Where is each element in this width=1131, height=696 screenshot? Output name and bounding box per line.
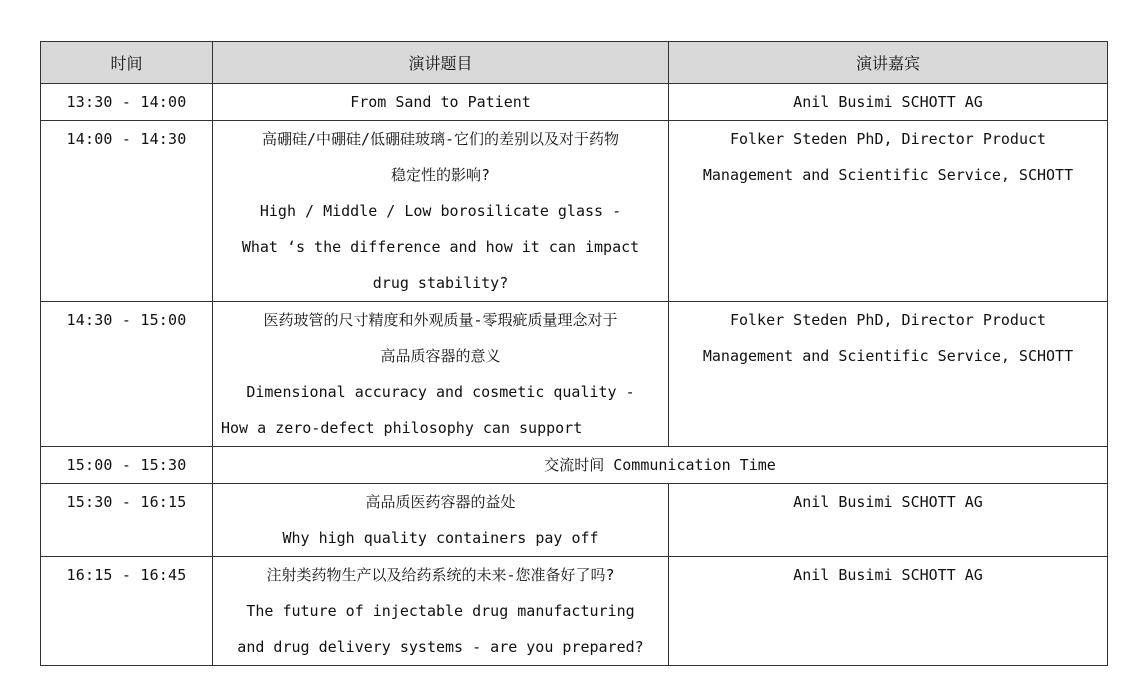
topic-cell xyxy=(213,84,669,121)
break-cell xyxy=(213,447,1108,484)
speaker-cell xyxy=(669,557,1108,666)
header-speaker: 演讲嘉宾 xyxy=(669,42,1108,84)
speaker-cell xyxy=(669,484,1108,557)
time-cell xyxy=(41,557,213,666)
speaker-line: Folker Steden PhD, Director Product xyxy=(729,130,1047,148)
topic-cell xyxy=(213,557,669,666)
table-row xyxy=(41,557,1108,666)
topic-line: 高品质容器的意义 xyxy=(380,347,501,365)
time-cell xyxy=(41,447,213,484)
topic-line: What ‘s the difference and how it can impact xyxy=(241,238,640,256)
topic-line: 医药玻管的尺寸精度和外观质量-零瑕疵质量理念对于 xyxy=(263,311,618,329)
topic-line: Dimensional accuracy and cosmetic quality - xyxy=(246,383,635,401)
break-text: 交流时间 Communication Time xyxy=(544,456,776,474)
topic-cell xyxy=(213,302,669,447)
topic-line: drug stability? xyxy=(372,274,509,292)
table-row xyxy=(41,84,1108,121)
header-row xyxy=(41,42,1108,84)
time-cell xyxy=(41,84,213,121)
topic-line: 注射类药物生产以及给药系统的未来-您准备好了吗? xyxy=(266,566,615,584)
time-text: 14:30 - 15:00 xyxy=(66,311,187,329)
time-cell xyxy=(41,121,213,302)
speaker-line: Anil Busimi SCHOTT AG xyxy=(793,93,983,111)
topic-line: 高品质医药容器的益处 xyxy=(365,493,516,511)
topic-line: How a zero-defect philosophy can support xyxy=(221,419,583,437)
topic-line: 稳定性的影响? xyxy=(390,166,491,184)
topic-line: The future of injectable drug manufacturing xyxy=(246,602,635,620)
header-time: 时间 xyxy=(41,42,213,84)
topic-cell xyxy=(213,121,669,302)
table-row xyxy=(41,447,1108,484)
speaker-line: Anil Busimi SCHOTT AG xyxy=(793,566,983,584)
table-row xyxy=(41,484,1108,557)
speaker-cell xyxy=(669,84,1108,121)
topic-line: and drug delivery systems - are you prepared? xyxy=(237,638,644,656)
speaker-line: Management and Scientific Service, SCHOTT xyxy=(702,347,1074,365)
topic-line: High / Middle / Low borosilicate glass - xyxy=(259,202,622,220)
topic-line: From Sand to Patient xyxy=(350,93,531,111)
speaker-cell xyxy=(669,302,1108,447)
time-cell xyxy=(41,302,213,447)
speaker-line: Anil Busimi SCHOTT AG xyxy=(793,493,983,511)
topic-line: Why high quality containers pay off xyxy=(282,529,599,547)
table-row xyxy=(41,121,1108,302)
time-text: 15:30 - 16:15 xyxy=(66,493,187,511)
speaker-line: Folker Steden PhD, Director Product xyxy=(729,311,1047,329)
table-row xyxy=(41,302,1108,447)
header-topic: 演讲题目 xyxy=(213,42,669,84)
time-text: 15:00 - 15:30 xyxy=(66,456,187,474)
agenda-table xyxy=(40,41,1108,666)
speaker-line: Management and Scientific Service, SCHOTT xyxy=(702,166,1074,184)
topic-cell xyxy=(213,484,669,557)
time-cell xyxy=(41,484,213,557)
time-text: 14:00 - 14:30 xyxy=(66,130,187,148)
topic-line: 高硼硅/中硼硅/低硼硅玻璃-它们的差别以及对于药物 xyxy=(261,130,620,148)
speaker-cell xyxy=(669,121,1108,302)
time-text: 16:15 - 16:45 xyxy=(66,566,187,584)
time-text: 13:30 - 14:00 xyxy=(66,93,187,111)
